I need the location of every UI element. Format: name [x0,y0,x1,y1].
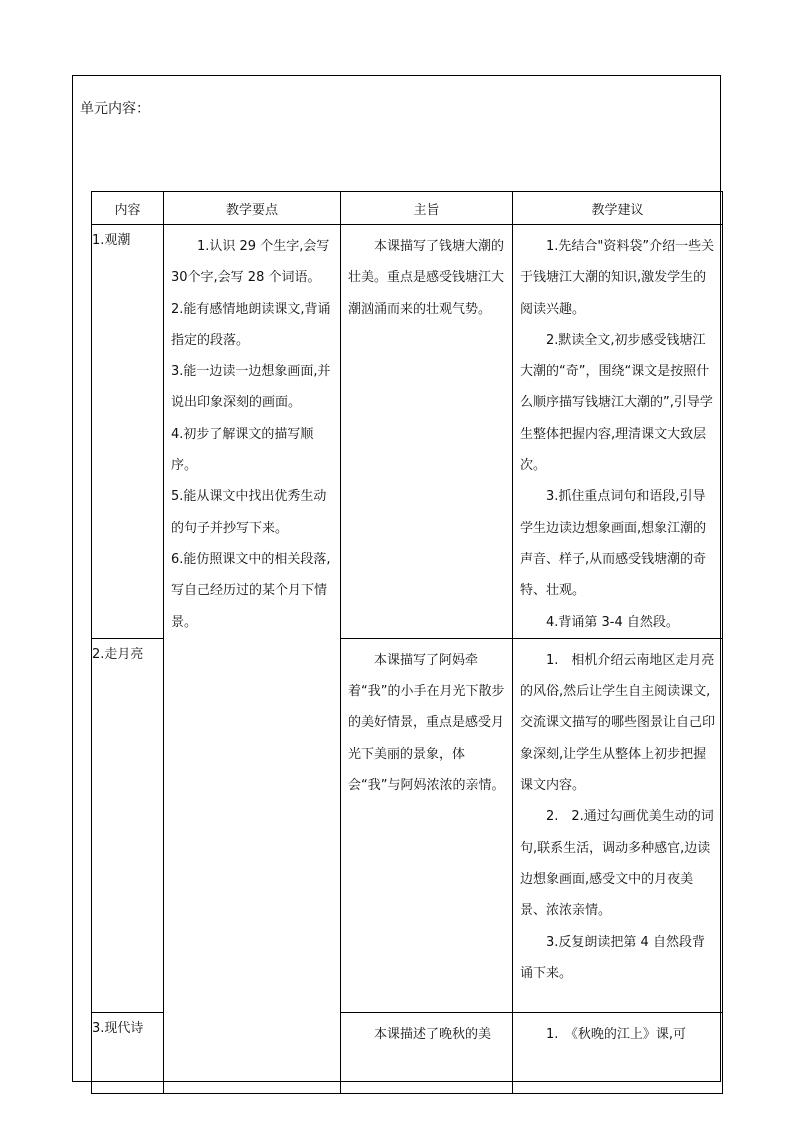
advice-item: 3.反复朗读把第 4 自然段背诵下来。 [520,934,705,981]
gist-cell [341,1012,513,1093]
header-advice: 教学建议 [513,192,723,225]
key-points-cell [164,225,341,1094]
header-content: 内容 [92,192,164,225]
advice-item: 3.抓住重点词句和语段,引导学生边读边想象画面,想象江潮的声音、样子,从而感受钱塘潮的奇特、壮观。 [520,489,707,599]
key-point: 4.初步了解课文的描写顺序。 [171,426,314,474]
advice-cell [513,638,723,1012]
unit-title: 单元内容： [80,101,150,117]
key-point: 6.能仿照课文中的相关段落,写自己经历过的某个月下情景。 [171,551,331,630]
table-row [92,225,723,639]
key-point: 2.能有感情地朗读课文,背诵指定的段落。 [171,301,331,348]
advice-item: 2.默读全文,初步感受钱塘江大潮的“奇”，围绕“课文是按照什么顺序描写钱塘江大潮的”,引导学生整体把握内容,理清课文大致层次。 [520,332,713,474]
header-gist: 主旨 [341,192,513,225]
lesson-label: 1.观潮 [92,225,164,639]
header-key-points: 教学要点 [164,192,341,225]
key-point: 3.能一边读一边想象画面,并说出印象深刻的画面。 [171,364,331,411]
advice-item: 1. 《秋晚的江上》课,可 [546,1026,687,1042]
gist-cell [341,638,513,1012]
advice-item: 2. 2.通过勾画优美生动的词句,联系生活，调动多种感官,边读边想象画面,感受文中的月夜美景、浓浓亲情。 [520,809,714,919]
table-header-row [92,192,723,225]
lesson-label: 3.现代诗 [92,1012,164,1093]
advice-cell [513,225,723,639]
lesson-label: 2.走月亮 [92,638,164,1012]
advice-cell [513,1012,723,1093]
lesson-table [91,191,723,1094]
gist-cell [341,225,513,639]
advice-item: 1.先结合"资料袋”介绍一些关于钱塘江大潮的知识,激发学生的阅读兴趣。 [520,239,715,317]
key-point: 1.认识 29 个生字,会写 30个字,会写 28 个词语。 [171,239,330,286]
advice-item: 4.背诵第 3-4 自然段。 [546,614,679,630]
advice-item: 1. 相机介绍云南地区走月亮的风俗,然后让学生自主阅读课文,交流课文描写的哪些图景让自己印象深刻,让学生从整体上初步把握课文内容。 [520,652,716,794]
gist-text: 本课描写了钱塘大潮的壮美。重点是感受钱塘江大潮汹涌而来的壮观气势。 [348,239,505,317]
gist-text: 本课描述了晚秋的美 [374,1026,492,1042]
gist-text: 本课描写了阿妈牵着“我”的小手在月光下散步的美好情景，重点是感受月光下美丽的景象，体会“我”与阿妈浓浓的亲情。 [348,652,505,794]
key-point: 5.能从课文中找出优秀生动的句子并抄写下来。 [171,489,327,536]
